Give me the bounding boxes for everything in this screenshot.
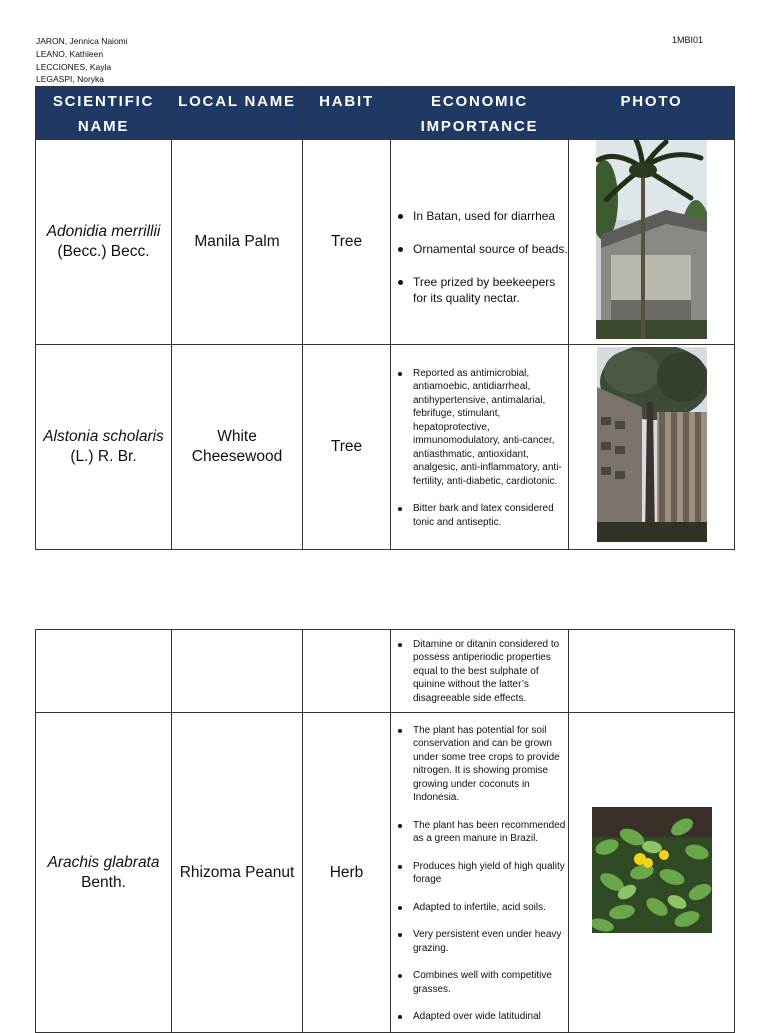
- economic-item: The plant has been recommended as a green manure in Brazil.: [413, 819, 568, 846]
- economic-item: The plant has potential for soil conservation and can be grown under some tree crops to provide nitrogen. It is showing promise growing under coconuts in Indonesia.: [413, 724, 568, 805]
- local-name: Rhizoma Peanut: [172, 713, 303, 1033]
- scientific-name-cell: [36, 713, 172, 1033]
- economic-item: Bitter bark and latex considered tonic and antiseptic.: [413, 502, 568, 529]
- section-code: 1MBI01: [672, 35, 704, 45]
- empty-cell: [569, 630, 735, 713]
- photo-cell: [569, 713, 735, 1033]
- author-name: LECCIONES, Kayla: [36, 61, 112, 72]
- cheesewood-tree-photo: [597, 347, 707, 542]
- economic-importance-cell: [391, 630, 569, 713]
- palm-tree-photo: [596, 140, 707, 339]
- scientific-name-cell: [36, 140, 172, 345]
- rhizoma-peanut-photo: [592, 807, 712, 933]
- scientific-name: Arachis glabrata: [47, 853, 160, 871]
- local-name: White Cheesewood: [172, 345, 303, 550]
- table-row: [36, 345, 735, 550]
- empty-cell: [172, 630, 303, 713]
- economic-importance-cell: [391, 345, 569, 550]
- header-photo: PHOTO: [569, 87, 735, 140]
- scientific-name: Adonidia merrillii: [46, 223, 161, 240]
- plant-table: [35, 86, 735, 550]
- economic-item: Adapted over wide latitudinal: [413, 1010, 568, 1024]
- author-list: [36, 35, 128, 86]
- economic-item: Very persistent even under heavy grazing.: [413, 928, 568, 955]
- economic-item: Combines well with competitive grasses.: [413, 969, 568, 996]
- header-scientific-name: SCIENTIFIC NAME: [36, 87, 172, 140]
- table-header-row: [36, 87, 735, 140]
- plant-table-continued: [35, 629, 735, 1033]
- habit: Tree: [303, 140, 391, 345]
- header-economic-importance: ECONOMIC IMPORTANCE: [391, 87, 569, 140]
- header-local-name: LOCAL NAME: [172, 87, 303, 140]
- economic-item: Produces high yield of high quality forage: [413, 860, 568, 887]
- photo-cell: [569, 345, 735, 550]
- empty-cell: [36, 630, 172, 713]
- scientific-authority: (L.) R. Br.: [70, 448, 137, 465]
- header-habit: HABIT: [303, 87, 391, 140]
- habit: Herb: [303, 713, 391, 1033]
- habit: Tree: [303, 345, 391, 550]
- table-row-continued: [36, 630, 735, 713]
- economic-item: Ornamental source of beads.: [413, 242, 568, 256]
- author-name: LEGASPI, Noryka: [36, 74, 105, 85]
- economic-importance-cell: [391, 140, 569, 345]
- table-row: [36, 140, 735, 345]
- author-name: JARON, Jennica Naiomi: [36, 36, 128, 46]
- economic-item: Tree prized by beekeepers for its quality nectar.: [413, 274, 568, 306]
- empty-cell: [303, 630, 391, 713]
- economic-item: In Batan, used for diarrhea: [413, 208, 568, 224]
- scientific-authority: Benth.: [81, 873, 126, 891]
- economic-item: Adapted to infertile, acid soils.: [413, 901, 568, 915]
- scientific-name: Alstonia scholaris: [43, 428, 164, 445]
- scientific-name-cell: [36, 345, 172, 550]
- photo-cell: [569, 140, 735, 345]
- author-name: LEANO, Kathleen: [36, 48, 104, 59]
- economic-item: Ditamine or ditanin considered to possess antiperiodic properties equal to the best sulphate of quinine without the latter’s disagreeable side effects.: [413, 638, 568, 706]
- local-name: Manila Palm: [172, 140, 303, 345]
- economic-importance-cell: [391, 713, 569, 1033]
- economic-item: Reported as antimicrobial, antiamoebic, antidiarrheal, antihypertensive, antimalarial, febrifuge, stimulant, hepatoprotective, immunomodulatory, anti-cancer, antiasthmatic, antioxidant, analgesic, anti-inflammatory, anti-fertility, anti-diabetic, cardiotonic.: [413, 367, 568, 489]
- scientific-authority: (Becc.) Becc.: [57, 243, 150, 260]
- table-row: [36, 713, 735, 1033]
